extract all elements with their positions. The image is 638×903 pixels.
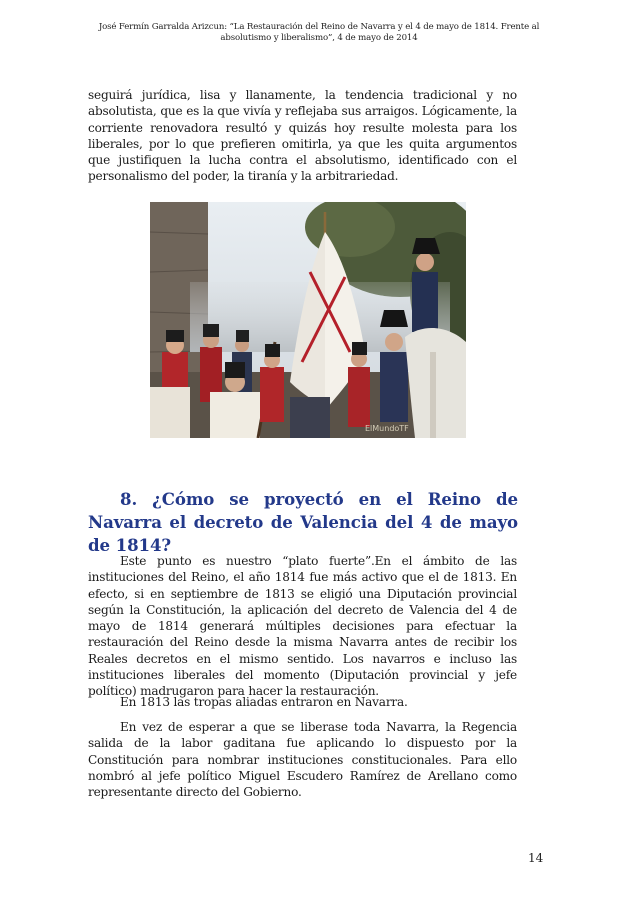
section-heading: 8. ¿Cómo se proyectó en el Reino de Navarra el decreto de Valencia del 4 de mayo de 1814? [88, 489, 518, 555]
running-header: José Fermín Garralda Arizcun: “La Restauración del Reino de Navarra y el 4 de mayo de 1814. Frente al absolutismo y liberalismo”, 4 de mayo de 2014 [98, 22, 540, 43]
paragraph-intro: seguirá jurídica, lisa y llanamente, la tendencia tradicional y no absolutista, que es la que vivía y reflejaba sus arraigos. Lógicamente, la corriente renovadora resultó y quizás hoy resulte molesta para los liberales, por lo que prefieren omitirla, ya que les quita argumentos que justifiquen la lucha contra el absolutismo, identificado con el personalismo del poder, la tiranía y la arbitrariedad. [88, 88, 517, 184]
photo-watermark: ElMundoTF [365, 424, 409, 433]
page-number: 14 [528, 851, 544, 865]
reenactment-photo [150, 202, 466, 438]
paragraph-section-2: En 1813 las tropas aliadas entraron en Navarra. [120, 695, 408, 709]
paragraph-section-3: En vez de esperar a que se liberase toda Navarra, la Regencia salida de la labor gaditana fue aplicando lo dispuesto por la Constitución para nombrar instituciones constitucionales. Para ello nombró al jefe político Miguel Escudero Ramírez de Arellano como representante directo del Gobierno. [88, 720, 517, 800]
paragraph-section-1: Este punto es nuestro “plato fuerte”.En el ámbito de las instituciones del Reino, el año 1814 fue más activo que el de 1813. En efecto, si en septiembre de 1813 se eligió una Diputación provincial según la Constitución, la aplicación del decreto de Valencia del 4 de mayo de 1814 generará múltiples decisiones para efectuar la restauración del Reino desde la misma Navarra antes de recibir los Reales decretos en el mismo sentido. Los navarros e incluso las instituciones liberales del momento (Diputación provincial y jefe político) madrugaron para hacer la restauración. [88, 554, 517, 699]
